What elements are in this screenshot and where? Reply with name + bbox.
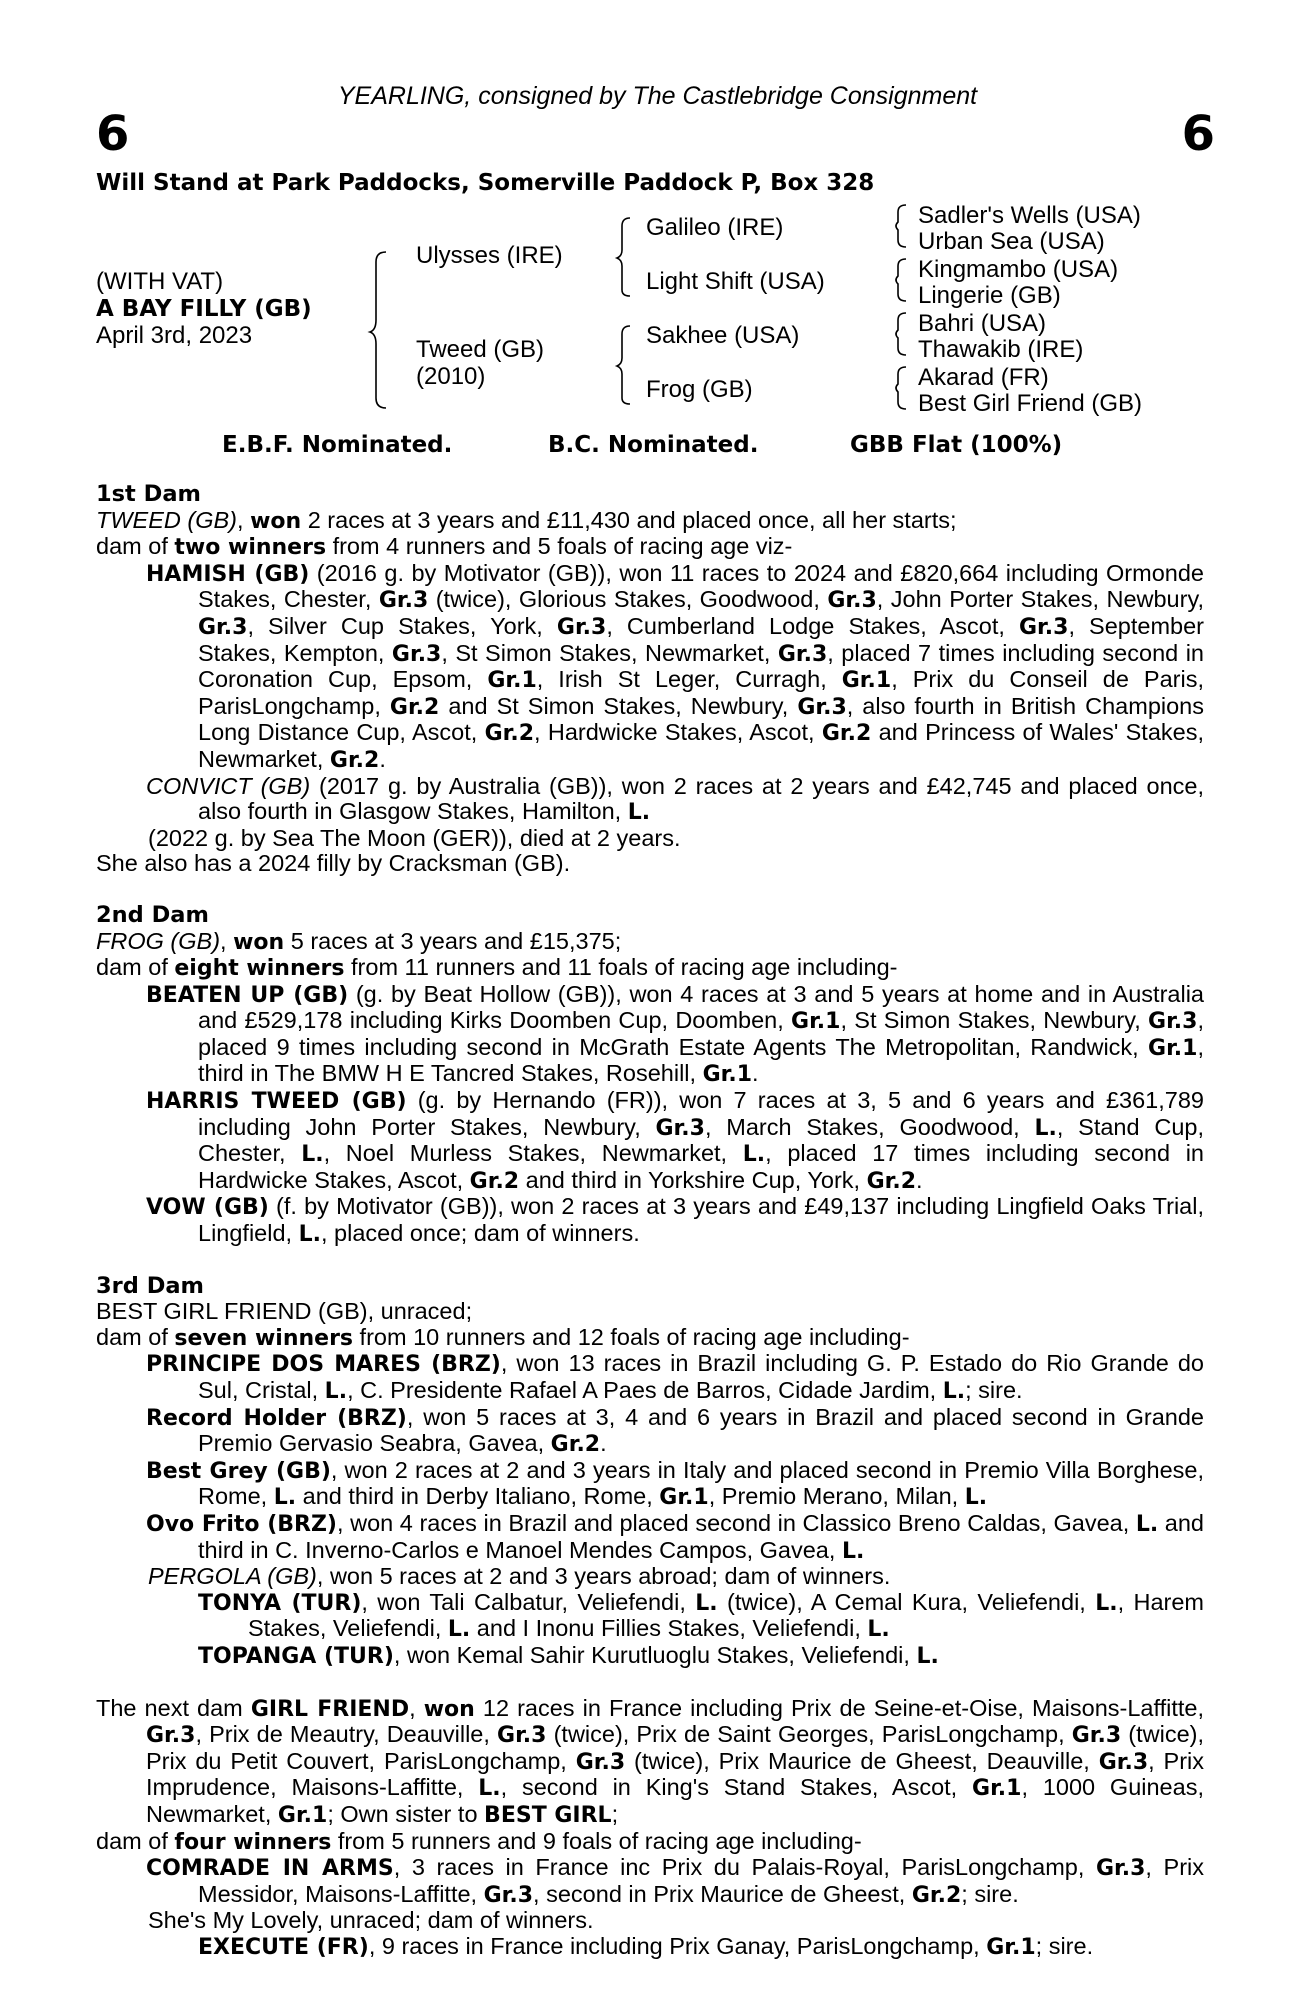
produce-pergola: PERGOLA (GB), won 5 races at 2 and 3 years abroad; dam of winners. [148,1563,891,1590]
ancestor-sds: Kingmambo (USA) [918,256,1119,283]
produce-execute: EXECUTE (FR), 9 races in France including Prix Ganay, ParisLongchamp, Gr.1; sire. [198,1932,1094,1960]
foaling-date: April 3rd, 2023 [96,322,253,349]
lot-number-left: 6 [96,106,130,162]
next-dam-produce-summary: dam of four winners from 5 runners and 9 foals of racing age including- [96,1827,862,1855]
page-header: YEARLING, consigned by The Castlebridge Consignment [337,82,978,110]
produce-2022: (2022 g. by Sea The Moon (GER)), died at 2 years. [148,824,681,851]
dam-dam: Frog (GB) [646,376,753,403]
second-dam-line: FROG (GB), won 5 races at 3 years and £15,375; [96,927,622,955]
sire-dam: Light Shift (USA) [646,268,825,295]
produce-vow: VOW (GB) (f. by Motivator (GB)), won 2 races at 3 years and £49,137 including Lingfield Oaks Trial, Lingfield, L., placed once; dam of winners. [146,1193,1205,1248]
dam-year: (2010) [416,363,486,390]
produce-ovo-frito: Ovo Frito (BRZ), won 4 races in Brazil and placed second in Classico Breno Caldas, Gavea, L. and third in C. Inverno-Carlos e Manoel Mendes Campos, Gavea, L. [146,1509,1204,1564]
third-dam-produce-summary: dam of seven winners from 10 runners and 12 foals of racing age including- [96,1323,910,1351]
lot-number-right: 6 [1181,106,1215,162]
first-dam-produce-summary: dam of two winners from 4 runners and 5 foals of racing age viz- [96,533,793,561]
produce-topanga: TOPANGA (TUR), won Kemal Sahir Kurutluoglu Stakes, Veliefendi, L. [198,1641,939,1669]
produce-principe-dos-mares: PRINCIPE DOS MARES (BRZ), won 13 races in Brazil including G. P. Estado do Rio Grande do Sul, Cristal, L., C. Presidente Rafael A Paes de Barros, Cidade Jardim, L.; sire. [146,1350,1204,1404]
catalogue-body [96,482,1204,1960]
gbb-flat: GBB Flat (100%) [850,432,1063,458]
ancestor-ssd: Urban Sea (USA) [918,228,1105,255]
first-dam-line: TWEED (GB), won 2 races at 3 years and £11,430 and placed once, all her starts; [96,506,957,534]
stand-location: Will Stand at Park Paddocks, Somerville Paddock P, Box 328 [96,170,875,196]
ancestor-dss: Bahri (USA) [918,310,1047,337]
dam-sire: Sakhee (USA) [646,322,800,349]
sire-name: Ulysses (IRE) [416,242,563,269]
ancestor-dsd: Thawakib (IRE) [918,336,1084,363]
produce-beaten-up: BEATEN UP (GB) (g. by Beat Hollow (GB)), won 4 races at 3 and 5 years at home and in Australia and £529,178 including Kirks Doomben Cup, Doomben, Gr.1, St Simon Stakes, Newbury, Gr.3, placed 9 times including second in McGrath Estate Agents The Metropolitan, Randwick, Gr.1, third in The BMW H E Tancred Stakes, Rosehill, Gr.1. [146,980,1204,1088]
pedigree-brackets [0,0,1315,440]
produce-shes-my-lovely: She's My Lovely, unraced; dam of winners. [148,1907,594,1934]
ebf-nomination: E.B.F. Nominated. [222,432,453,458]
ancestor-ddd: Best Girl Friend (GB) [918,390,1143,417]
produce-harris-tweed: HARRIS TWEED (GB) (g. by Hernando (FR)), won 7 races at 3, 5 and 6 years and £361,789 including John Porter Stakes, Newbury, Gr.3, March Stakes, Goodwood, L., Stand Cup, Chester, L., Noel Murless Stakes, Newmarket, L., placed 17 times including second in Hardwicke Stakes, Ascot, Gr.2 and third in Yorkshire Cup, York, Gr.2. [146,1087,1205,1194]
produce-best-grey: Best Grey (GB), won 2 races at 2 and 3 years in Italy and placed second in Premio Villa Borghese, Rome, L. and third in Derby Italiano, Rome, Gr.1, Premio Merano, Milan, L. [146,1456,1204,1511]
ancestor-sdd: Lingerie (GB) [918,282,1061,309]
bc-nomination: B.C. Nominated. [548,432,759,458]
horse-name: A BAY FILLY (GB) [96,296,312,322]
vat-note: (WITH VAT) [96,268,224,295]
second-dam-heading: 2nd Dam [96,901,209,928]
produce-record-holder: Record Holder (BRZ), won 5 races at 3, 4 and 6 years in Brazil and placed second in Grande Premio Gervasio Seabra, Gavea, Gr.2. [146,1403,1204,1458]
dam-name: Tweed (GB) [416,336,545,363]
produce-hamish: HAMISH (GB) (2016 g. by Motivator (GB)), won 11 races to 2024 and £820,664 including Ormonde Stakes, Chester, Gr.3 (twice), Glorious Stakes, Goodwood, Gr.3, John Porter Stakes, Newbury, Gr.3, Silver Cup Stakes, York, Gr.3, Cumberland Lodge Stakes, Ascot, Gr.3, September Stakes, Kempton, Gr.3, St Simon Stakes, Newmarket, Gr.3, placed 7 times including second in Coronation Cup, Epsom, Gr.1, Irish St Leger, Curragh, Gr.1, Prix du Conseil de Paris, ParisLongchamp, Gr.2 and St Simon Stakes, Newbury, Gr.3, also fourth in British Champions Long Distance Cup, Ascot, Gr.2, Hardwicke Stakes, Ascot, Gr.2 and Princess of Wales' Stakes, Newmarket, Gr.2. [146,559,1204,773]
ancestor-sss: Sadler's Wells (USA) [918,202,1141,229]
produce-2024: She also has a 2024 filly by Cracksman (GB). [96,850,571,877]
produce-comrade-in-arms: COMRADE IN ARMS, 3 races in France inc Prix du Palais-Royal, ParisLongchamp, Gr.3, Prix Messidor, Maisons-Laffitte, Gr.3, second in Prix Maurice de Gheest, Gr.2; sire. [146,1854,1205,1908]
third-dam-line: BEST GIRL FRIEND (GB), unraced; [96,1298,473,1325]
second-dam-produce-summary: dam of eight winners from 11 runners and 11 foals of racing age including- [96,954,898,982]
third-dam-heading: 3rd Dam [96,1272,204,1299]
produce-tonya: TONYA (TUR), won Tali Calbatur, Veliefendi, L. (twice), A Cemal Kura, Veliefendi, L., Harem Stakes, Veliefendi, L. and I Inonu Fillies Stakes, Veliefendi, L. [198,1588,1204,1643]
produce-convict: CONVICT (GB) (2017 g. by Australia (GB)), won 2 races at 2 years and £42,745 and placed once, also fourth in Glasgow Stakes, Hamilton, L. [146,772,1204,826]
ancestor-dds: Akarad (FR) [918,364,1049,391]
next-dam-line: The next dam GIRL FRIEND, won 12 races in France including Prix de Seine-et-Oise, Maisons-Laffitte, Gr.3, Prix de Meautry, Deauville, Gr.3 (twice), Prix de Saint Georges, ParisLongchamp, Gr.3 (twice), Prix du Petit Couvert, ParisLongchamp, Gr.3 (twice), Prix Maurice de Gheest, Deauville, Gr.3, Prix Imprudence, Maisons-Laffitte, L., second in King's Stand Stakes, Ascot, Gr.1, 1000 Guineas, Newmarket, Gr.1; Own sister to BEST GIRL; [96,1694,1205,1828]
first-dam-heading: 1st Dam [96,481,201,507]
sire-sire: Galileo (IRE) [646,214,784,241]
